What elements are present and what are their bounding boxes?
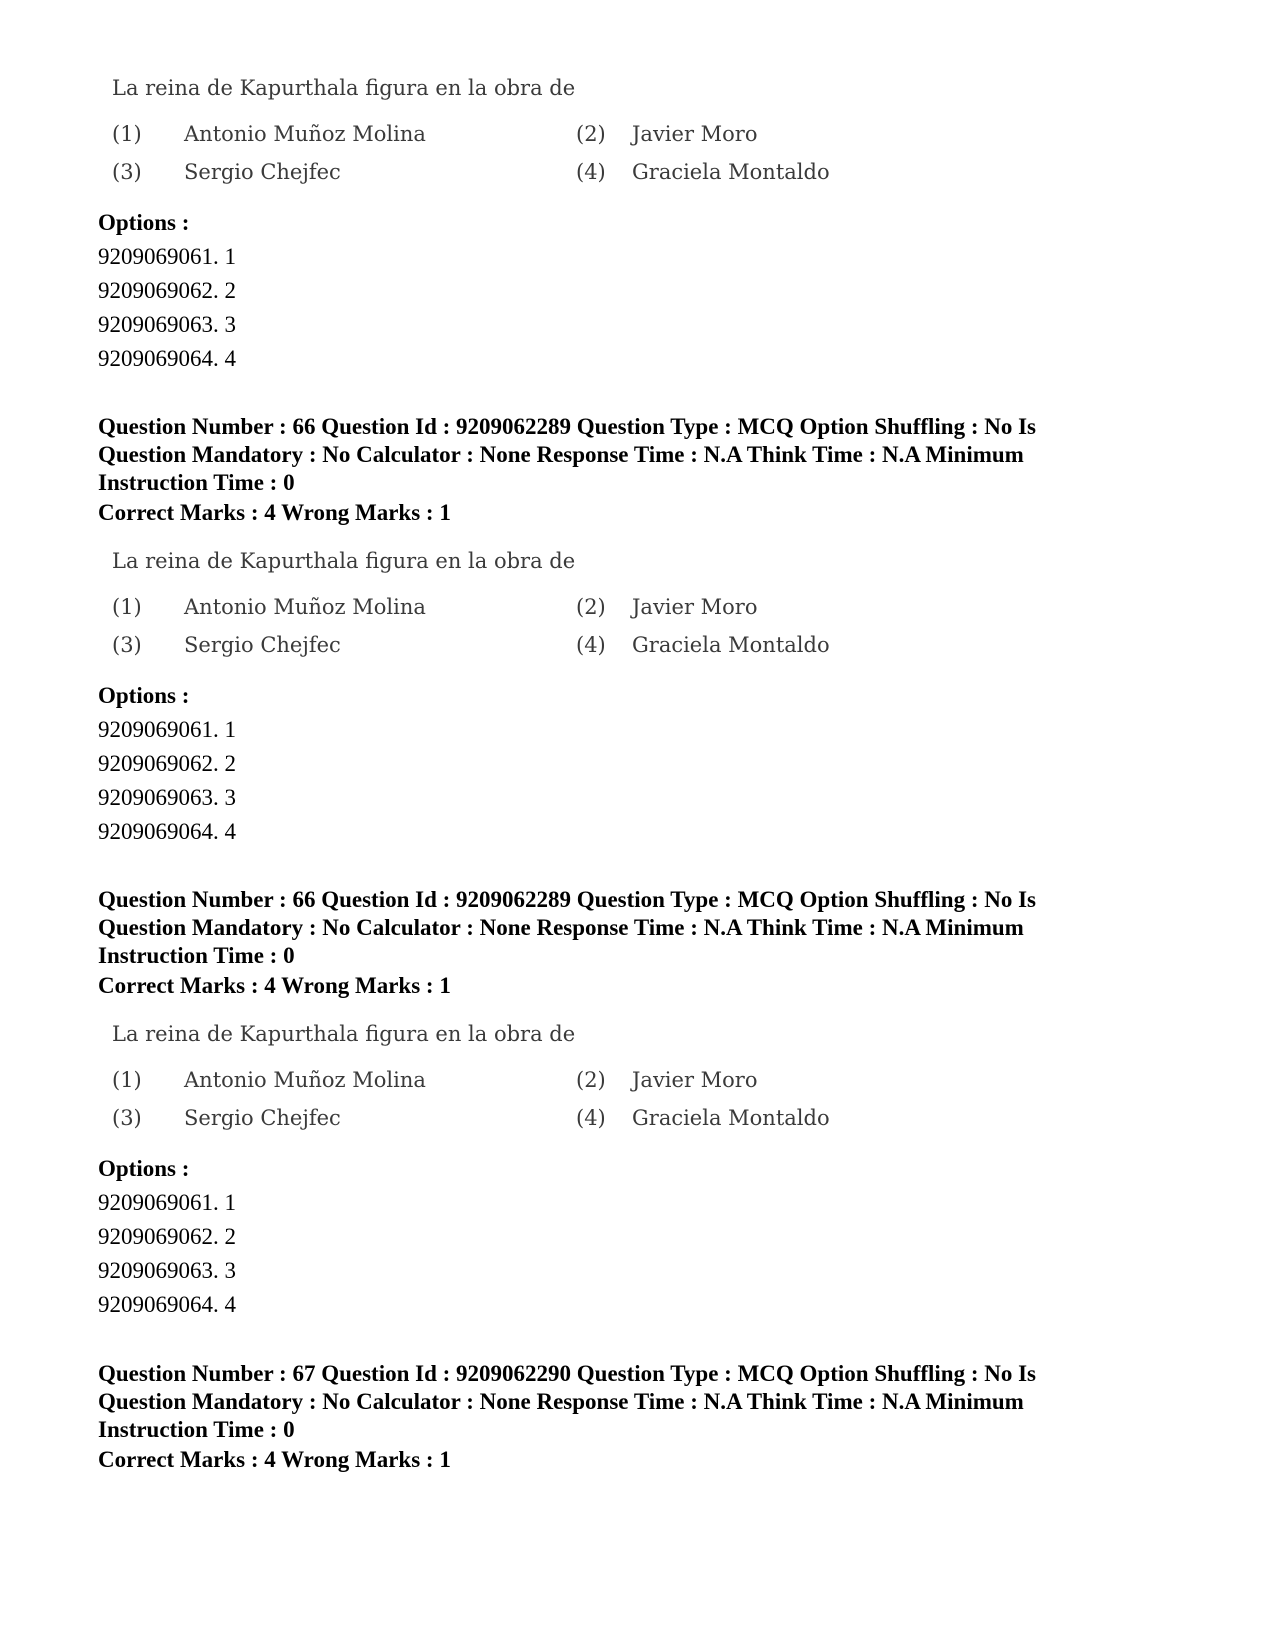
options-title: Options :	[98, 1156, 190, 1181]
question-image	[112, 549, 872, 679]
meta-line: Question Number : 66 Question Id : 9209062289 Question Type : MCQ Option Shuffling : No Is	[98, 887, 1037, 912]
option-text: Javier Moro	[632, 595, 758, 619]
options-list	[98, 1152, 236, 1322]
question-image	[112, 1022, 872, 1152]
option-number: (4)	[576, 633, 606, 657]
option-number: (1)	[112, 1068, 142, 1092]
option-line: 9209069062. 2	[98, 1224, 236, 1249]
option-text: Antonio Muñoz Molina	[184, 1068, 426, 1092]
meta-line: Question Mandatory : No Calculator : None Response Time : N.A Think Time : N.A Minimum	[98, 1389, 1024, 1414]
option-text: Sergio Chejfec	[184, 633, 341, 657]
option-text: Javier Moro	[632, 122, 758, 146]
option-text: Graciela Montaldo	[632, 633, 830, 657]
option-number: (2)	[576, 122, 606, 146]
option-number: (2)	[576, 1068, 606, 1092]
option-text: Javier Moro	[632, 1068, 758, 1092]
option-number: (1)	[112, 122, 142, 146]
option-number: (2)	[576, 595, 606, 619]
option-line: 9209069062. 2	[98, 751, 236, 776]
meta-line: Question Number : 66 Question Id : 9209062289 Question Type : MCQ Option Shuffling : No Is	[98, 414, 1037, 439]
options-title: Options :	[98, 683, 190, 708]
question-stem: La reina de Kapurthala figura en la obra de	[112, 76, 576, 100]
meta-line: Question Mandatory : No Calculator : None Response Time : N.A Think Time : N.A Minimum	[98, 915, 1024, 940]
option-line: 9209069063. 3	[98, 312, 236, 337]
question-stem: La reina de Kapurthala figura en la obra de	[112, 549, 576, 573]
option-number: (3)	[112, 633, 142, 657]
option-line: 9209069064. 4	[98, 1292, 236, 1317]
option-text: Antonio Muñoz Molina	[184, 122, 426, 146]
question-meta	[98, 1360, 1188, 1444]
option-line: 9209069062. 2	[98, 278, 236, 303]
option-text: Sergio Chejfec	[184, 1106, 341, 1130]
option-number: (3)	[112, 160, 142, 184]
options-list	[98, 206, 236, 376]
option-text: Graciela Montaldo	[632, 160, 830, 184]
option-line: 9209069061. 1	[98, 1190, 236, 1215]
option-line: 9209069061. 1	[98, 244, 236, 269]
option-number: (3)	[112, 1106, 142, 1130]
option-number: (1)	[112, 595, 142, 619]
meta-line: Instruction Time : 0	[98, 1417, 295, 1442]
meta-line: Instruction Time : 0	[98, 943, 295, 968]
option-text: Sergio Chejfec	[184, 160, 341, 184]
question-image	[112, 76, 872, 206]
option-line: 9209069063. 3	[98, 785, 236, 810]
question-meta	[98, 886, 1188, 970]
option-number: (4)	[576, 1106, 606, 1130]
question-meta	[98, 413, 1188, 497]
options-title: Options :	[98, 210, 190, 235]
marks-line: Correct Marks : 4 Wrong Marks : 1	[98, 973, 451, 998]
option-text: Graciela Montaldo	[632, 1106, 830, 1130]
question-stem: La reina de Kapurthala figura en la obra de	[112, 1022, 576, 1046]
option-line: 9209069063. 3	[98, 1258, 236, 1283]
marks-line: Correct Marks : 4 Wrong Marks : 1	[98, 500, 451, 525]
option-line: 9209069061. 1	[98, 717, 236, 742]
meta-line: Question Number : 67 Question Id : 9209062290 Question Type : MCQ Option Shuffling : No Is	[98, 1361, 1037, 1386]
meta-line: Instruction Time : 0	[98, 470, 295, 495]
option-line: 9209069064. 4	[98, 346, 236, 371]
options-list	[98, 679, 236, 849]
marks-line: Correct Marks : 4 Wrong Marks : 1	[98, 1447, 451, 1472]
meta-line: Question Mandatory : No Calculator : None Response Time : N.A Think Time : N.A Minimum	[98, 442, 1024, 467]
option-text: Antonio Muñoz Molina	[184, 595, 426, 619]
option-number: (4)	[576, 160, 606, 184]
option-line: 9209069064. 4	[98, 819, 236, 844]
